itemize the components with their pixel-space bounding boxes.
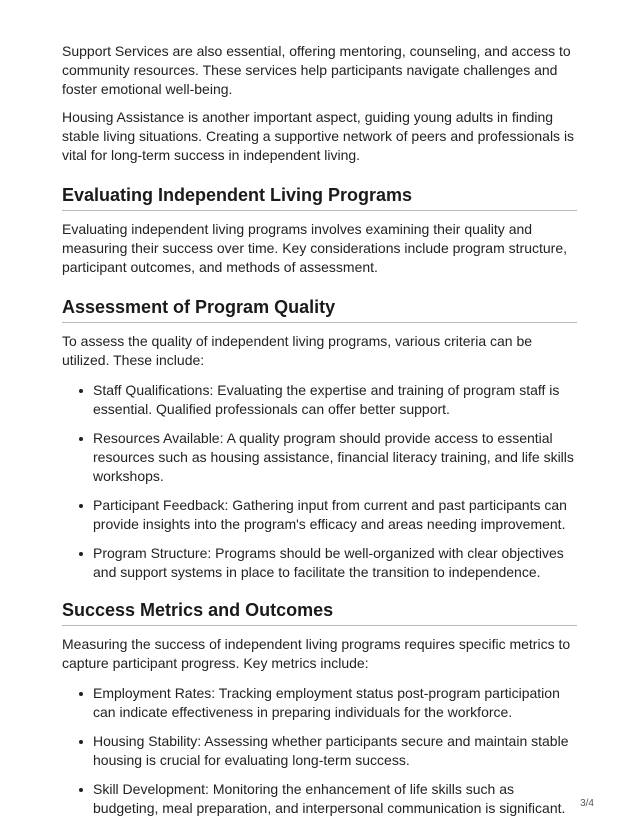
list-item: Staff Qualifications: Evaluating the expertise and training of program staff is essential. Qualified professionals can offer better support. (62, 381, 577, 419)
support-services-paragraph: Support Services are also essential, offering mentoring, counseling, and access to community resources. These services help participants navigate challenges and foster emotional well-being. (62, 43, 571, 97)
list-item: Housing Stability: Assessing whether participants secure and maintain stable housing is crucial for evaluating long-term success. (62, 732, 577, 770)
section-heading-evaluating: Evaluating Independent Living Programs (62, 184, 577, 211)
section-heading-assessment: Assessment of Program Quality (62, 296, 577, 323)
quality-criteria-list (62, 381, 577, 582)
housing-assistance-paragraph: Housing Assistance is another important aspect, guiding young adults in finding stable living situations. Creating a supportive network of peers and professionals is vital for long-term success in independent living. (62, 109, 575, 163)
list-item: Participant Feedback: Gathering input from current and past participants can provide insights into the program's efficacy and areas needing improvement. (62, 496, 577, 534)
evaluating-paragraph: Evaluating independent living programs involves examining their quality and measuring their success over time. Key considerations include program structure, participant outcomes, and methods of assessment. (62, 221, 567, 275)
list-item: Resources Available: A quality program should provide access to essential resources such as housing assistance, financial literacy training, and life skills workshops. (62, 429, 577, 486)
section-heading-success-metrics: Success Metrics and Outcomes (62, 599, 577, 626)
assessment-paragraph: To assess the quality of independent living programs, various criteria can be utilized. These include: (62, 333, 533, 368)
list-item: Program Structure: Programs should be well-organized with clear objectives and support systems in place to facilitate the transition to independence. (62, 544, 577, 582)
success-metrics-list (62, 684, 577, 818)
list-item: Employment Rates: Tracking employment status post-program participation can indicate effectiveness in preparing individuals for the workforce. (62, 684, 577, 722)
success-metrics-paragraph: Measuring the success of independent living programs requires specific metrics to capture participant progress. Key metrics include: (62, 636, 571, 671)
document-page (62, 42, 577, 828)
page-number: 3/4 (580, 798, 594, 809)
list-item: Skill Development: Monitoring the enhancement of life skills such as budgeting, meal preparation, and interpersonal communication is significant. (62, 780, 577, 818)
